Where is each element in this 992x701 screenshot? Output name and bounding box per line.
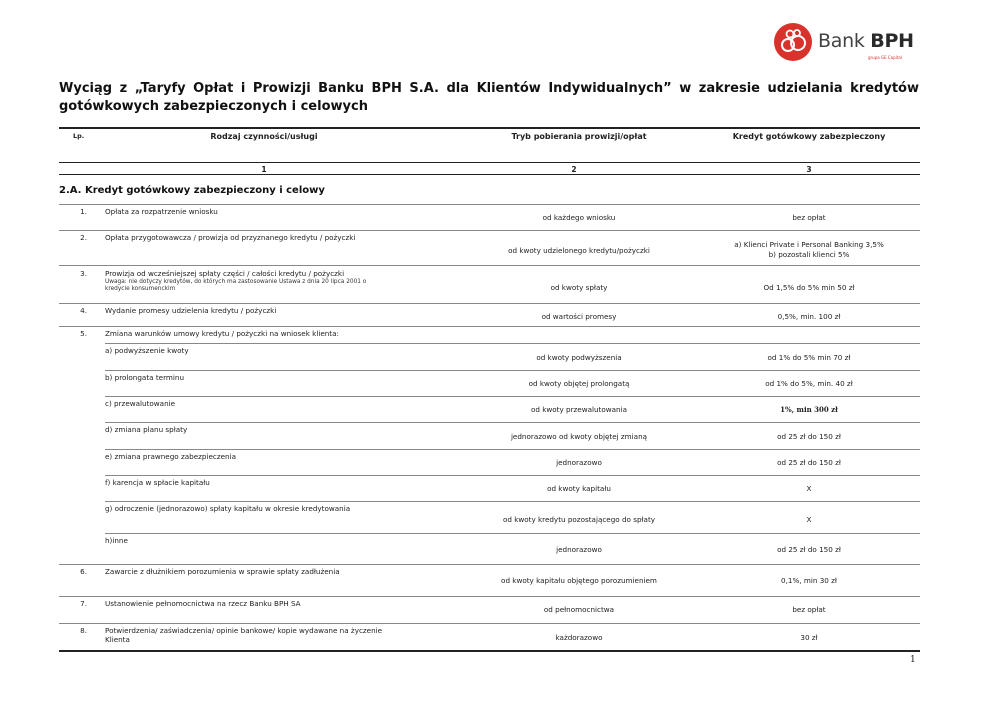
- row-value: bez opłat: [792, 605, 826, 614]
- subrow-mode: jednorazowo od kwoty objętej zmianą: [510, 432, 648, 441]
- subrow-mode: jednorazowo: [556, 458, 602, 467]
- row-value: a) Klienci Private i Personal Banking 3,5%: [734, 240, 884, 249]
- subrow-rule: [105, 370, 920, 371]
- table-top-rule: [59, 127, 920, 129]
- row-value: 30 zł: [800, 633, 818, 642]
- subrow-service: d) zmiana planu spłaty: [105, 425, 188, 434]
- header-service: Rodzaj czynności/usługi: [210, 132, 318, 141]
- logo-bank-word: Bank: [818, 30, 865, 52]
- row-mode: od pełnomocnictwa: [543, 605, 615, 614]
- row-mode: od każdego wniosku: [542, 213, 616, 222]
- row-value: 0,5%, min. 100 zł: [777, 312, 841, 321]
- row-service: Opłata przygotowawcza / prowizja od przyznanego kredytu / pożyczki: [105, 233, 356, 242]
- subrow-value: X: [806, 515, 812, 524]
- column-number-rule: [59, 174, 920, 175]
- row-value: 0,1%, min 30 zł: [781, 576, 837, 585]
- subrow-rule: [105, 343, 920, 344]
- subrow-mode: od kwoty kredytu pozostającego do spłaty: [502, 515, 656, 524]
- header-rule: [59, 162, 920, 163]
- subrow-rule: [105, 533, 920, 534]
- row-rule: [59, 303, 920, 304]
- subrow-service: g) odroczenie (jednorazowo) spłaty kapitału w okresie kredytowania: [105, 504, 351, 513]
- row-mode: każdorazowo: [555, 633, 603, 642]
- logo-bph-word: BPH: [870, 30, 914, 52]
- row-lp: 1.: [80, 207, 87, 216]
- row-note: kredycie konsumenckim: [105, 286, 176, 292]
- row-mode: od wartości promesy: [541, 312, 617, 321]
- header-credit: Kredyt gotówkowy zabezpieczony: [732, 132, 886, 141]
- column-number-1: 1: [261, 165, 267, 174]
- subrow-value: od 25 zł do 150 zł: [777, 545, 841, 554]
- subrow-service: e) zmiana prawnego zabezpieczenia: [105, 452, 236, 461]
- page-number: 1: [910, 655, 916, 665]
- subrow-service: a) podwyższenie kwoty: [105, 346, 189, 355]
- row-value-secondary: b) pozostali klienci 5%: [768, 250, 850, 259]
- section-title: 2.A. Kredyt gotówkowy zabezpieczony i celowy: [59, 185, 325, 196]
- row-mode: od kwoty udzielonego kredytu/pożyczki: [508, 246, 650, 255]
- row-service: Opłata za rozpatrzenie wniosku: [105, 207, 218, 216]
- column-number-2: 2: [571, 165, 577, 174]
- table-bottom-rule: [59, 650, 920, 652]
- header-mode: Tryb pobierania prowizji/opłat: [511, 132, 647, 141]
- subrow-value: X: [806, 484, 812, 493]
- subrow-service: c) przewalutowanie: [105, 399, 176, 408]
- subrow-mode: od kwoty przewalutowania: [530, 405, 628, 414]
- row-lp: 3.: [80, 269, 87, 278]
- row-rule: [59, 623, 920, 624]
- row-service: Ustanowienie pełnomocnictwa na rzecz Banku BPH SA: [105, 599, 301, 608]
- row-rule: [59, 230, 920, 231]
- row-service: Potwierdzenia/ zaświadczenia/ opinie bankowe/ kopie wydawane na życzenie: [105, 626, 383, 635]
- bank-bph-logo-icon: [773, 22, 813, 62]
- row-service: Zawarcie z dłużnikiem porozumienia w sprawie spłaty zadłużenia: [105, 567, 340, 576]
- subrow-service: f) karencja w spłacie kapitału: [105, 478, 210, 487]
- subrow-rule: [105, 475, 920, 476]
- row-rule: [59, 564, 920, 565]
- subrow-value: 1%, min 300 zł: [780, 405, 838, 414]
- row-note: Uwaga: nie dotyczy kredytów, do których ma zastosowanie Ustawa z dnia 20 lipca 2001 o: [105, 279, 367, 285]
- subrow-rule: [105, 501, 920, 502]
- subrow-value: od 1% do 5%, min. 40 zł: [765, 379, 853, 388]
- subrow-mode: od kwoty objętej prolongatą: [528, 379, 630, 388]
- subrow-mode: od kwoty kapitału: [547, 484, 611, 493]
- row-lp: 8.: [80, 626, 87, 635]
- document-title: Wyciąg z „Taryfy Opłat i Prowizji Banku BPH S.A. dla Klientów Indywidualnych” w zakresie udzielania kredytów gotówkowych zabezpieczonych i celowych: [59, 81, 919, 114]
- row-rule: [59, 265, 920, 266]
- subrow-rule: [105, 422, 920, 423]
- row-value: bez opłat: [792, 213, 826, 222]
- subrow-service: b) prolongata terminu: [105, 373, 185, 382]
- row-rule: [59, 204, 920, 205]
- row-service: Zmiana warunków umowy kredytu / pożyczki na wniosek klienta:: [105, 329, 339, 338]
- row-lp: 5.: [80, 329, 87, 338]
- subrow-service: h)inne: [105, 536, 128, 545]
- row-mode: od kwoty spłaty: [550, 283, 608, 292]
- subrow-mode: jednorazowo: [556, 545, 602, 554]
- subrow-value: od 25 zł do 150 zł: [777, 432, 841, 441]
- row-service: Wydanie promesy udzielenia kredytu / pożyczki: [105, 306, 277, 315]
- bank-bph-logo: [773, 22, 913, 62]
- row-value: Od 1,5% do 5% min 50 zł: [763, 283, 855, 292]
- row-mode: od kwoty kapitału objętego porozumieniem: [501, 576, 657, 585]
- subrow-mode: od kwoty podwyższenia: [536, 353, 622, 362]
- header-lp: Lp.: [73, 132, 85, 140]
- row-rule: [59, 326, 920, 327]
- row-lp: 6.: [80, 567, 87, 576]
- row-lp: 4.: [80, 306, 87, 315]
- column-number-3: 3: [806, 165, 812, 174]
- row-lp: 7.: [80, 599, 87, 608]
- row-service: Prowizja od wcześniejszej spłaty części / całości kredytu / pożyczki: [105, 269, 345, 278]
- logo-wordmark: [818, 30, 914, 52]
- subrow-value: od 1% do 5% min 70 zł: [767, 353, 851, 362]
- logo-subline: grupa GE Capital: [868, 55, 902, 60]
- subrow-rule: [105, 449, 920, 450]
- row-rule: [59, 596, 920, 597]
- subrow-rule: [105, 396, 920, 397]
- subrow-value: od 25 zł do 150 zł: [777, 458, 841, 467]
- row-lp: 2.: [80, 233, 87, 242]
- row-service-continued: Klienta: [105, 635, 130, 644]
